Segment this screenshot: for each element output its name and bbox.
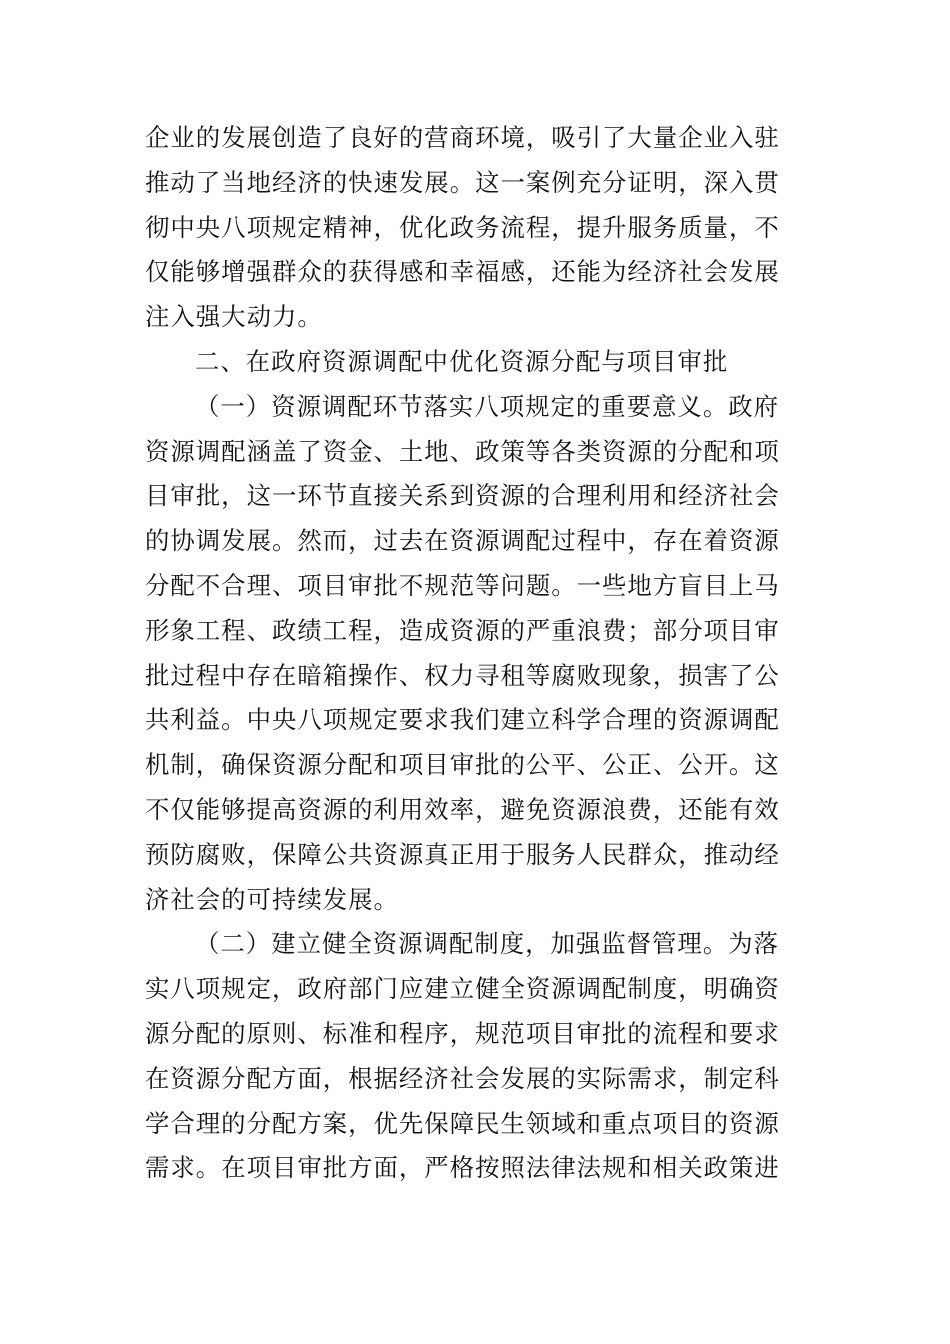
document-page (145, 116, 807, 1191)
text-line: 企业的发展创造了良好的营商环境，吸引了大量企业入驻 (145, 123, 780, 152)
text-line: 济社会的可持续发展。 (145, 884, 399, 914)
paragraph-case-conclusion (145, 116, 807, 340)
text-line: 推动了当地经济的快速发展。这一案例充分证明，深入贯 (145, 167, 780, 197)
text-line: 机制，确保资源分配和项目审批的公平、公正、公开。这 (145, 750, 780, 780)
text-line: 预防腐败，保障公共资源真正用于服务人民群众，推动经 (145, 839, 780, 869)
text-line: 仅能够增强群众的获得感和幸福感，还能为经济社会发展 (145, 257, 780, 287)
text-line: 在资源分配方面，根据经济社会发展的实际需求，制定科 (145, 1063, 780, 1093)
text-line: 资源调配涵盖了资金、土地、政策等各类资源的分配和项 (145, 436, 780, 466)
text-line: 彻中央八项规定精神，优化政务流程，提升服务质量，不 (145, 212, 780, 242)
text-line: （二）建立健全资源调配制度，加强监督管理。为落 (195, 929, 779, 959)
section-heading-text: 二、在政府资源调配中优化资源分配与项目审批 (195, 346, 729, 376)
text-line: 需求。在项目审批方面，严格按照法律法规和相关政策进 (145, 1153, 780, 1183)
text-line: 目审批，这一环节直接关系到资源的合理利用和经济社会 (145, 481, 780, 511)
paragraph-subsection-2 (145, 922, 807, 1191)
text-line: 批过程中存在暗箱操作、权力寻租等腐败现象，损害了公 (145, 660, 780, 690)
text-line: 学合理的分配方案，优先保障民生领域和重点项目的资源 (145, 1108, 780, 1138)
text-line: 注入强大动力。 (145, 302, 323, 332)
text-line: 实八项规定，政府部门应建立健全资源调配制度，明确资 (145, 974, 780, 1004)
text-line: （一）资源调配环节落实八项规定的重要意义。政府 (195, 391, 779, 421)
text-line: 的协调发展。然而，过去在资源调配过程中，存在着资源 (145, 526, 780, 556)
text-line: 源分配的原则、标准和程序，规范项目审批的流程和要求 (145, 1018, 780, 1048)
paragraph-subsection-1 (145, 385, 807, 923)
text-line: 不仅能够提高资源的利用效率，避免资源浪费，还能有效 (145, 794, 780, 824)
text-line: 共利益。中央八项规定要求我们建立科学合理的资源调配 (145, 705, 780, 735)
section-heading (145, 340, 807, 385)
text-line: 分配不合理、项目审批不规范等问题。一些地方盲目上马 (145, 570, 780, 600)
text-line: 形象工程、政绩工程，造成资源的严重浪费；部分项目审 (145, 615, 780, 645)
